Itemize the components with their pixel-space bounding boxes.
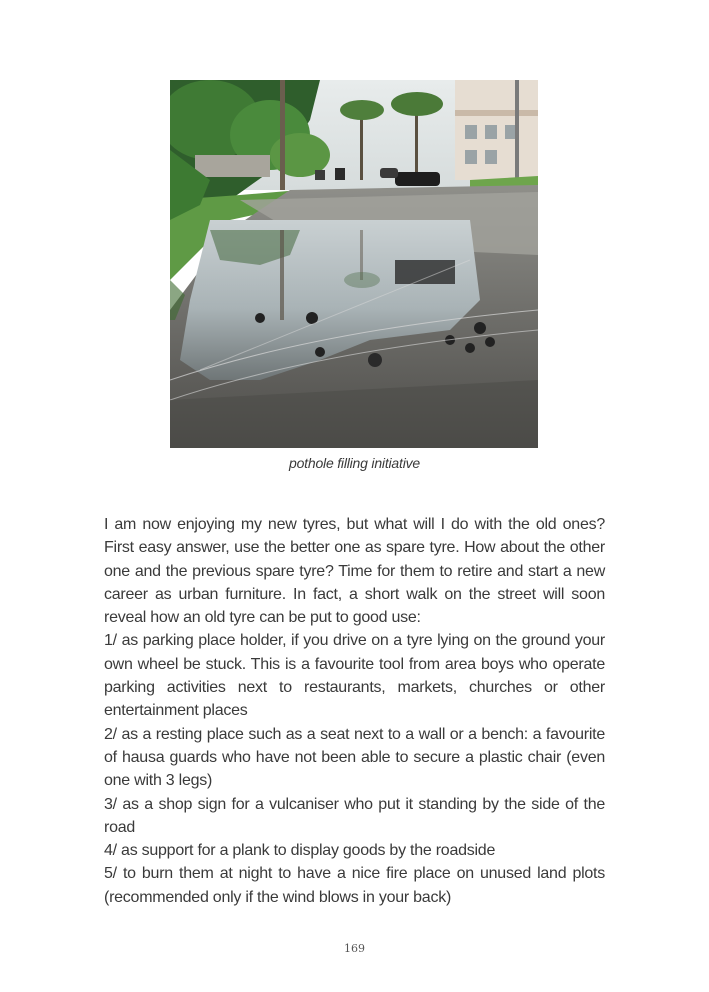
page-number: 169	[344, 942, 365, 955]
paragraph-intro: I am now enjoying my new tyres, but what will I do with the old ones? First easy answer, use the better one as spare tyre. How about the other one and the previous spare tyre? Time for them to retire and start a new career as urban furniture. In fact, a short walk on the street will soon reveal how an old tyre can be put to good use:	[104, 516, 605, 627]
list-item-use-2: 2/ as a resting place such as a seat next to a wall or a bench: a favourite of hausa guards who have not been able to secure a plastic chair (even one with 3 legs)	[104, 725, 605, 790]
article-body	[104, 513, 605, 909]
list-item-use-4: 4/ as support for a plank to display goods by the roadside	[104, 842, 496, 860]
figure-caption: pothole filling initiative	[289, 455, 420, 471]
pothole-photo	[170, 80, 538, 448]
list-item-use-3: 3/ as a shop sign for a vulcaniser who put it standing by the side of the road	[104, 795, 605, 836]
list-item-use-1: 1/ as parking place holder, if you drive on a tyre lying on the ground your own wheel be stuck. This is a favourite tool from area boys who operate parking activities next to restaurants, markets, churches or other entertainment places	[104, 632, 605, 720]
list-item-use-5: 5/ to burn them at night to have a nice fire place on unused land plots (recommended only if the wind blows in your back)	[104, 865, 605, 906]
